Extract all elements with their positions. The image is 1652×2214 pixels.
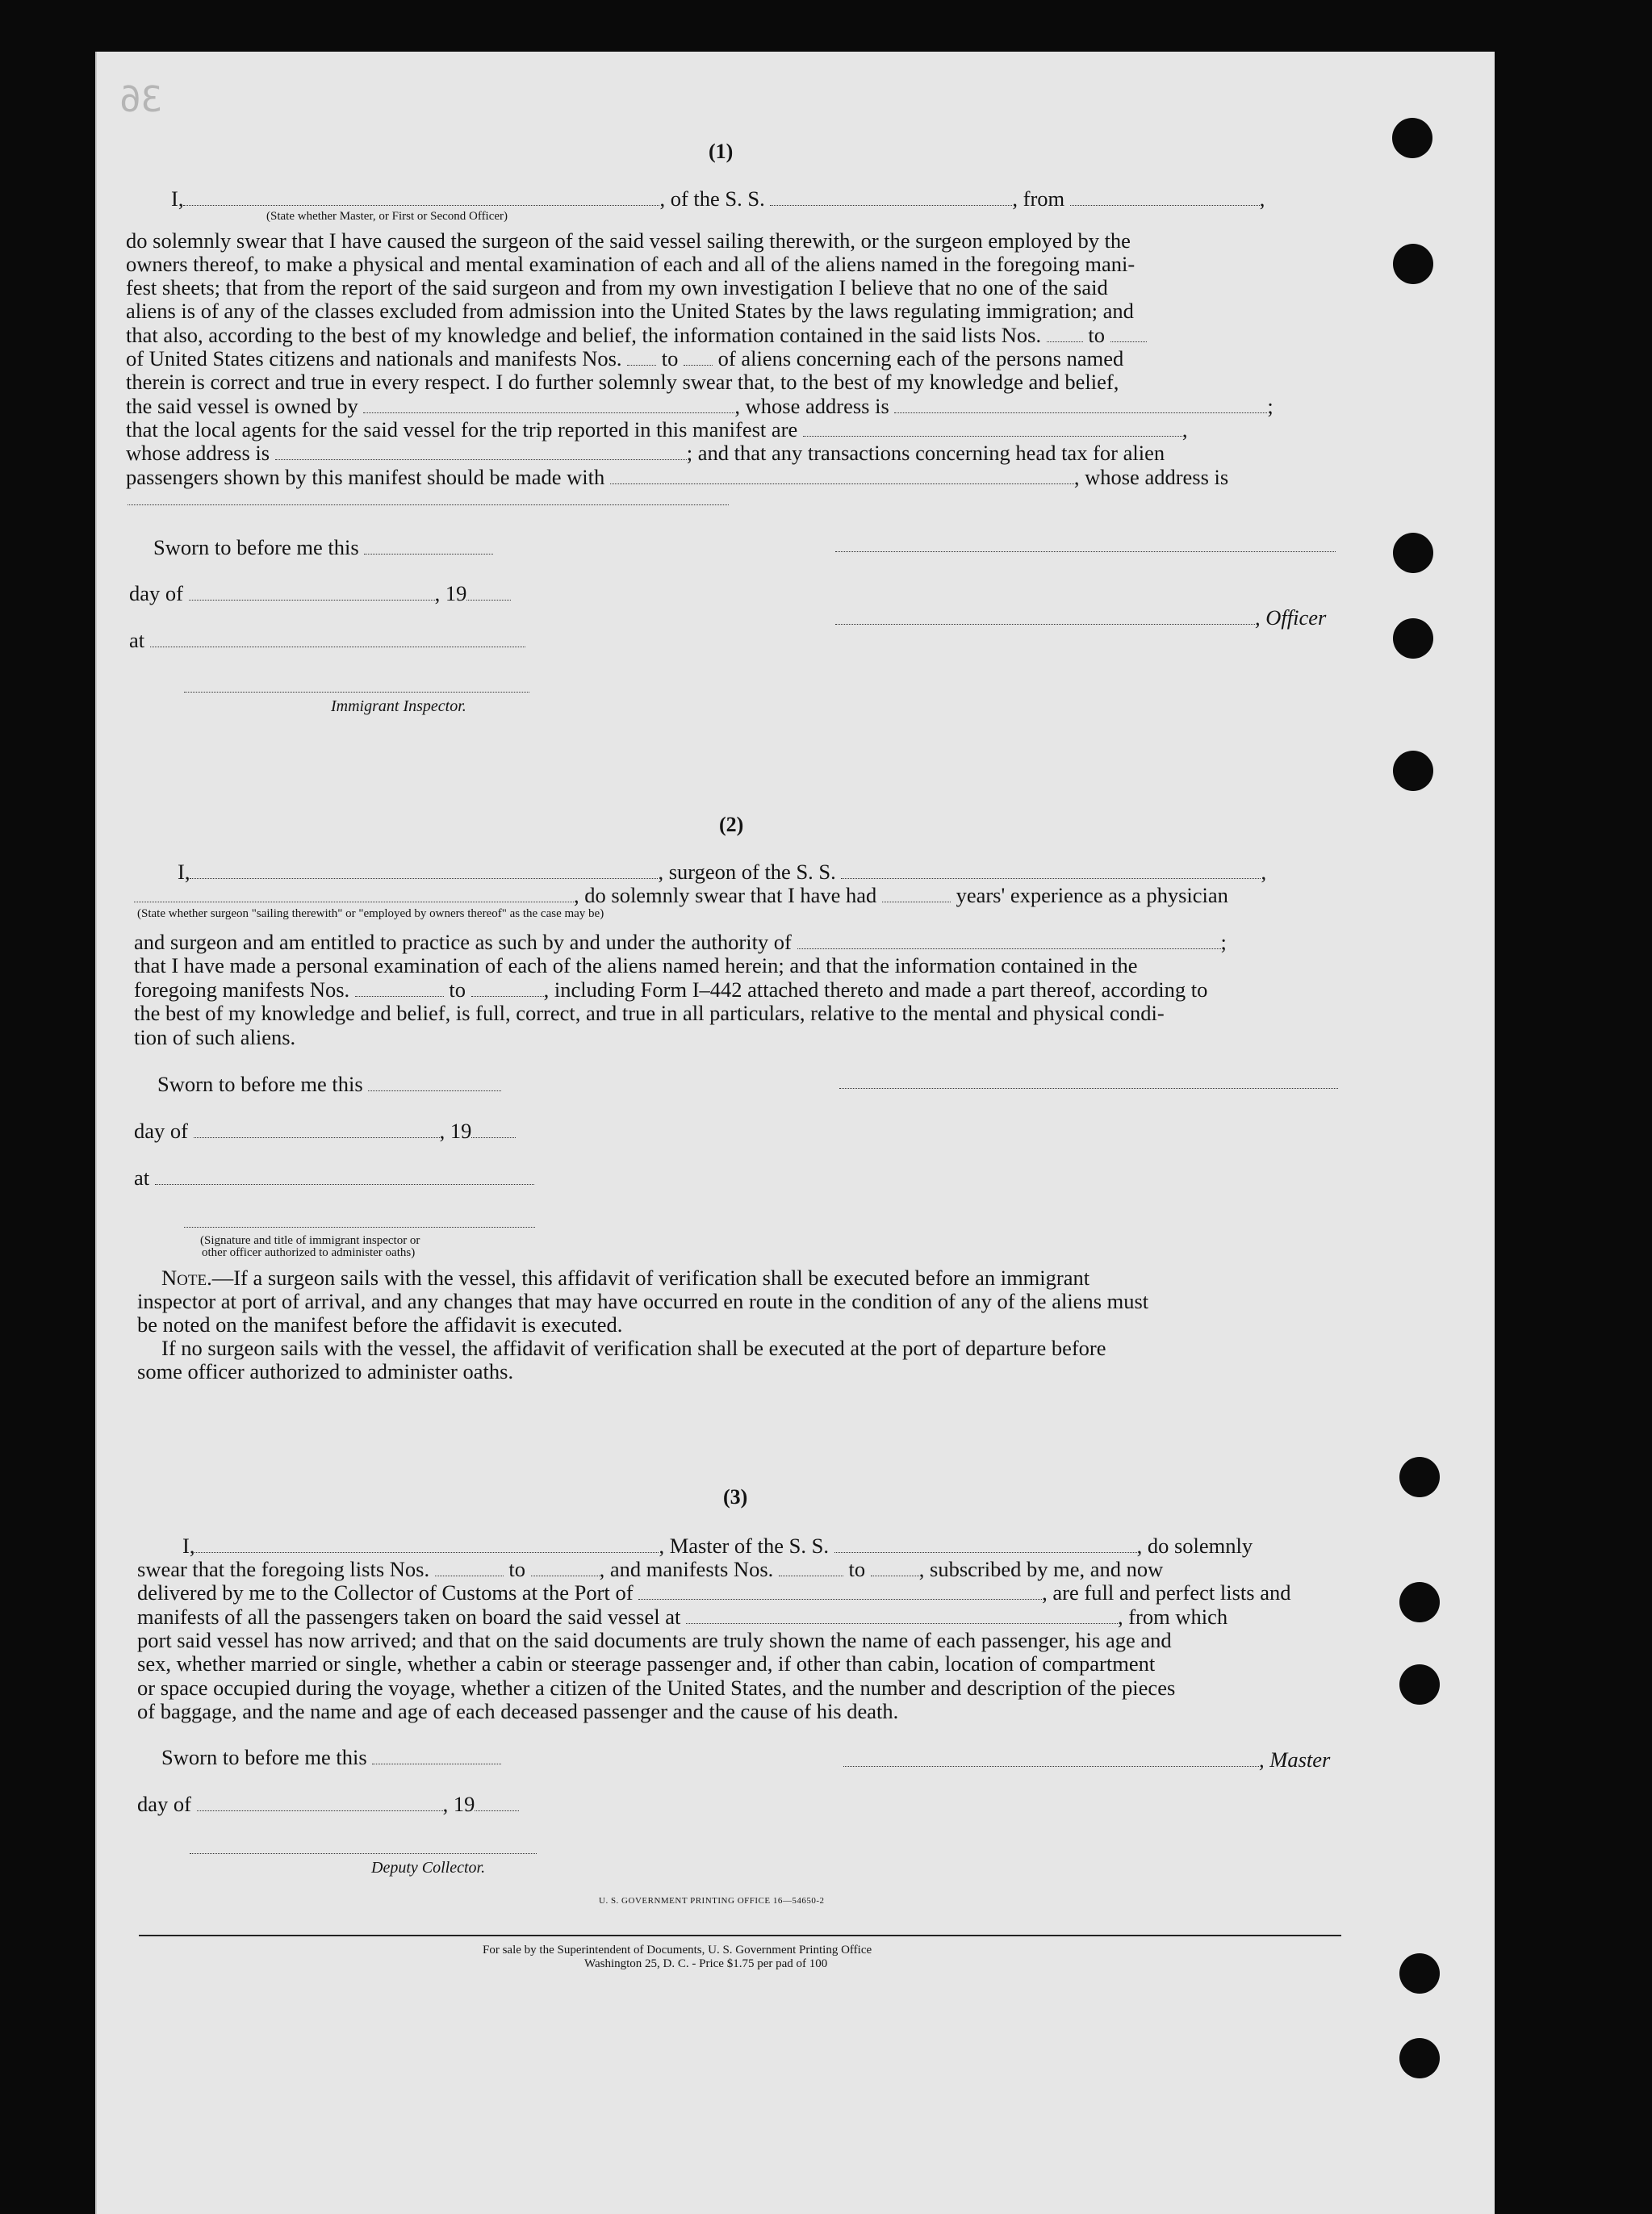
s1-manifests-from-blank[interactable] xyxy=(627,349,656,366)
s1-para: that also, according to the best of my knowledge and belief, the information contained in the said lists Nos. to xyxy=(126,323,1147,347)
s1-para: fest sheets; that from the report of the said surgeon and from my own investigation I believe that no one of the said xyxy=(126,275,1108,299)
s1-sworn-blank[interactable] xyxy=(364,538,493,555)
s1-at-blank[interactable] xyxy=(150,630,525,647)
s2-sworn-blank[interactable] xyxy=(368,1074,501,1091)
s2-status-blank[interactable] xyxy=(134,885,574,902)
s3-sworn-blank[interactable] xyxy=(372,1747,501,1764)
s3-master-signature-blank[interactable] xyxy=(843,1750,1259,1767)
s2-note-para: inspector at port of arrival, and any changes that may have occurred en route in the condition of any of the aliens must xyxy=(137,1289,1149,1313)
s2-at-blank[interactable] xyxy=(155,1168,534,1185)
s3-ship-blank[interactable] xyxy=(834,1536,1137,1553)
footer-price-line: Washington 25, D. C. - Price $1.75 per pad of 100 xyxy=(584,1957,828,1970)
s2-note-para: Note.—If a surgeon sails with the vessel, this affidavit of verification shall be executed before an immigrant xyxy=(161,1266,1090,1290)
s2-signature-line[interactable] xyxy=(839,1088,1338,1089)
s1-lists-from-blank[interactable] xyxy=(1047,325,1083,342)
s1-inspector-signature-line[interactable] xyxy=(184,692,529,693)
s1-owner-address-blank[interactable] xyxy=(894,396,1267,413)
s1-day-label: day of , 19 xyxy=(129,581,511,605)
footer-sale-line: For sale by the Superintendent of Documents, U. S. Government Printing Office xyxy=(483,1944,872,1957)
s1-inspector-title: Immigrant Inspector. xyxy=(331,697,466,715)
s2-note-para: If no surgeon sails with the vessel, the affidavit of verification shall be executed at the port of departure before xyxy=(161,1336,1106,1360)
s3-embark-port-blank[interactable] xyxy=(686,1607,1118,1624)
s1-day-blank[interactable] xyxy=(189,584,435,601)
s2-surgeon-name-blank[interactable] xyxy=(190,862,658,879)
s2-para: tion of such aliens. xyxy=(134,1025,296,1049)
section-2-number: (2) xyxy=(719,813,744,836)
punch-hole xyxy=(1399,2038,1440,2078)
s1-agents-address-blank[interactable] xyxy=(275,443,687,460)
s1-ship-blank[interactable] xyxy=(770,189,1012,206)
s1-line-1: I, , of the S. S. , from , xyxy=(171,186,1265,211)
s2-line-2: , do solemnly swear that I have had years' experience as a physician xyxy=(134,883,1228,907)
s1-from-blank[interactable] xyxy=(1070,189,1260,206)
s2-manifests-from-blank[interactable] xyxy=(355,980,444,997)
s2-authority-blank[interactable] xyxy=(797,932,1221,949)
s1-para: do solemnly swear that I have caused the surgeon of the said vessel sailing therewith, or the surgeon employed by the xyxy=(126,228,1131,253)
s3-para: delivered by me to the Collector of Customs at the Port of , are full and perfect lists and xyxy=(137,1580,1291,1605)
s1-year-blank[interactable] xyxy=(466,584,511,601)
s3-year-blank[interactable] xyxy=(475,1794,519,1811)
s3-para: or space occupied during the voyage, whether a citizen of the United States, and the number and description of the pieces xyxy=(137,1676,1176,1700)
s3-manifests-to-blank[interactable] xyxy=(871,1559,919,1576)
s2-note-para: be noted on the manifest before the affidavit is executed. xyxy=(137,1312,623,1337)
s1-officer-line: , Officer xyxy=(835,605,1326,630)
s3-day-blank[interactable] xyxy=(197,1794,443,1811)
s1-para: passengers shown by this manifest should be made with , whose address is xyxy=(126,465,1229,489)
punch-hole xyxy=(1393,533,1433,573)
punch-hole xyxy=(1399,1664,1440,1705)
s2-day-label: day of , 19 xyxy=(134,1119,516,1143)
s2-at-label: at xyxy=(134,1166,534,1190)
s2-sworn-label: Sworn to before me this xyxy=(157,1072,501,1096)
s2-manifests-to-blank[interactable] xyxy=(471,980,544,997)
s1-para: owners thereof, to make a physical and mental examination of each and all of the aliens named in the foregoing mani- xyxy=(126,252,1135,276)
s2-note-para: some officer authorized to administer oaths. xyxy=(137,1359,514,1383)
s2-day-blank[interactable] xyxy=(194,1121,440,1138)
s3-lists-to-blank[interactable] xyxy=(531,1559,600,1576)
s2-status-note: (State whether surgeon "sailing therewith" or "employed by owners thereof" as the case may be) xyxy=(137,907,604,920)
punch-hole xyxy=(1393,618,1433,659)
s3-port-blank[interactable] xyxy=(638,1583,1042,1600)
page-number: 36 xyxy=(119,79,162,120)
s1-officer-blank[interactable] xyxy=(183,189,659,206)
s1-para: that the local agents for the said vessel for the trip reported in this manifest are , xyxy=(126,417,1188,442)
s2-years-blank[interactable] xyxy=(882,885,951,902)
s2-ship-blank[interactable] xyxy=(841,862,1261,879)
footer-rule xyxy=(139,1935,1341,1936)
s3-sworn-label: Sworn to before me this xyxy=(161,1745,501,1769)
s3-para: sex, whether married or single, whether a cabin or steerage passenger and, if other than cabin, location of compartment xyxy=(137,1651,1156,1676)
s1-para: the said vessel is owned by , whose address is ; xyxy=(126,394,1274,418)
section-3-number: (3) xyxy=(723,1485,748,1509)
punch-hole xyxy=(1392,118,1432,158)
punch-hole xyxy=(1393,751,1433,791)
s1-para: aliens is of any of the classes excluded from admission into the United States by the laws regulating immigration; and xyxy=(126,299,1134,323)
punch-hole xyxy=(1399,1582,1440,1622)
s1-headtax-blank[interactable] xyxy=(610,467,1074,484)
printing-office-imprint: U. S. GOVERNMENT PRINTING OFFICE 16—54650-2 xyxy=(599,1896,825,1906)
s3-deputy-title: Deputy Collector. xyxy=(371,1859,486,1877)
punch-hole xyxy=(1399,1457,1440,1497)
s3-deputy-signature-line[interactable] xyxy=(190,1853,537,1854)
s2-signature-note: (Signature and title of immigrant inspector or xyxy=(200,1234,420,1247)
s1-owner-blank[interactable] xyxy=(363,396,734,413)
s2-para: and surgeon and am entitled to practice as such by and under the authority of ; xyxy=(134,930,1227,954)
s1-at-label: at xyxy=(129,628,525,652)
s2-line-1: I, , surgeon of the S. S. , xyxy=(178,860,1267,884)
s1-para: whose address is ; and that any transactions concerning head tax for alien xyxy=(126,441,1165,465)
s3-para: swear that the foregoing lists Nos. to , and manifests Nos. to , subscribed by me, and now xyxy=(137,1557,1164,1581)
s3-master-name-blank[interactable] xyxy=(194,1536,659,1553)
s2-para: that I have made a personal examination of each of the aliens named herein; and that the information contained in the xyxy=(134,953,1138,977)
punch-hole xyxy=(1393,244,1433,284)
s2-para: the best of my knowledge and belief, is full, correct, and true in all particulars, relative to the mental and physical condi- xyxy=(134,1001,1165,1025)
s1-agents-blank[interactable] xyxy=(803,420,1182,437)
s1-lists-to-blank[interactable] xyxy=(1110,325,1147,342)
section-1-number: (1) xyxy=(709,140,734,163)
s1-para: therein is correct and true in every respect. I do further solemnly swear that, to the best of my knowledge and belief, xyxy=(126,370,1119,394)
s3-master-line: , Master xyxy=(843,1747,1330,1772)
s3-para: manifests of all the passengers taken on board the said vessel at , from which xyxy=(137,1605,1228,1629)
s1-para: of United States citizens and nationals and manifests Nos. to of aliens concerning each of the persons named xyxy=(126,346,1124,370)
s3-lists-from-blank[interactable] xyxy=(435,1559,504,1576)
s3-line-1: I, , Master of the S. S. , do solemnly xyxy=(182,1534,1253,1558)
s1-sworn-label: Sworn to before me this xyxy=(153,535,493,559)
s2-signature-note: other officer authorized to administer oaths) xyxy=(202,1246,416,1259)
s2-inspector-signature-line[interactable] xyxy=(184,1227,535,1228)
s3-para: port said vessel has now arrived; and that on the said documents are truly shown the name of each passenger, his age and xyxy=(137,1628,1172,1652)
s3-para: of baggage, and the name and age of each deceased passenger and the cause of his death. xyxy=(137,1699,899,1723)
s3-day-label: day of , 19 xyxy=(137,1792,519,1816)
s1-signature-line[interactable] xyxy=(835,551,1336,552)
s2-para: foregoing manifests Nos. to , including Form I–442 attached thereto and made a part thereof, according to xyxy=(134,977,1208,1002)
s2-year-blank[interactable] xyxy=(471,1121,516,1138)
s3-manifests-from-blank[interactable] xyxy=(779,1559,843,1576)
punch-hole xyxy=(1399,1953,1440,1994)
s1-headtax-address-blank[interactable] xyxy=(128,504,729,505)
s1-officer-signature-blank[interactable] xyxy=(835,608,1255,625)
s1-officer-note: (State whether Master, or First or Second Officer) xyxy=(266,210,508,223)
s1-manifests-to-blank[interactable] xyxy=(684,349,713,366)
